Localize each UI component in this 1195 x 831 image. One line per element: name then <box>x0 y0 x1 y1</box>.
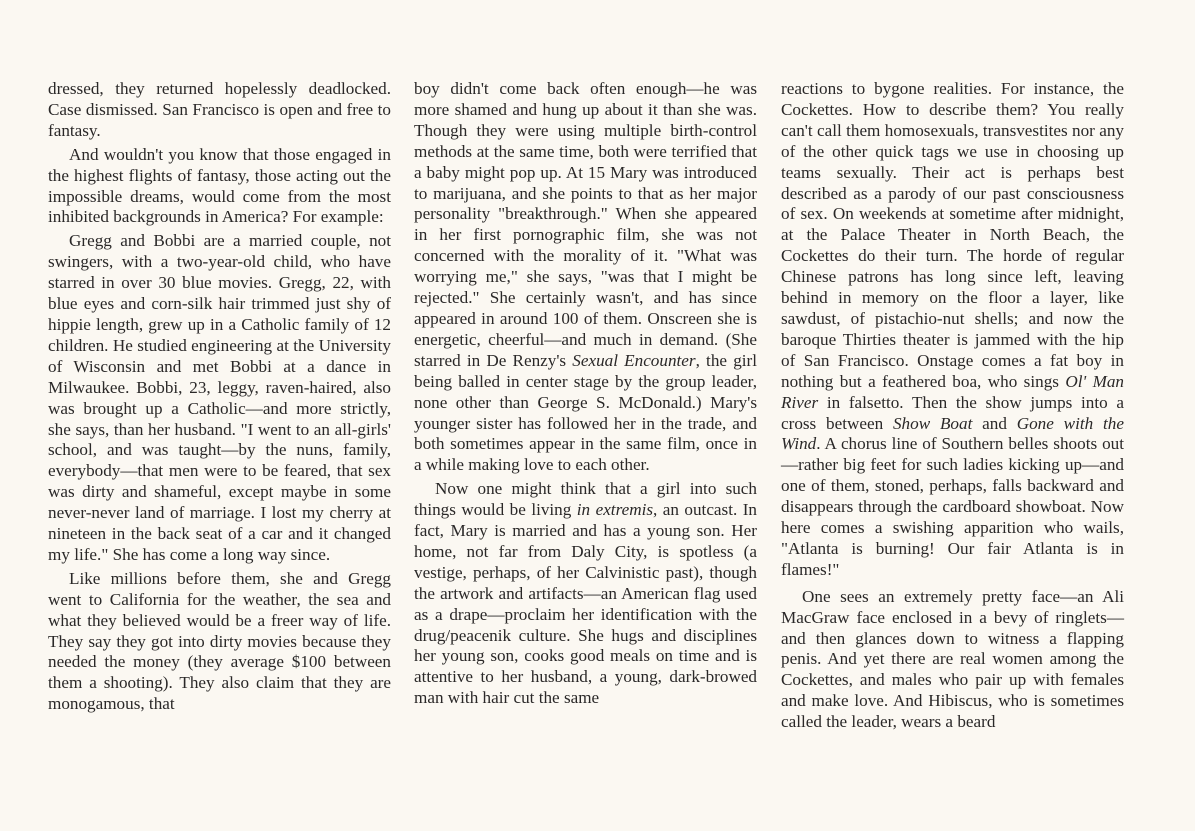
italic-title-text: Gone with the Wind <box>781 413 1124 454</box>
paragraph-text: Now one might think that a girl into such things would be living <box>414 479 757 520</box>
paragraph-text: , an outcast. In fact, Mary is married and has a young son. Her home, not far from Daly City, is spotless (a vestige, perhaps, of her Calvinistic past), though the artwork and artifacts—an American flag used as a drape—proclaim her identification with the drug/peacenik culture. She hugs and disciplines her young son, cooks good meals on time and is attentive to her husband, a young, dark-browed man with hair cut the same <box>414 500 757 708</box>
paragraph-text: dressed, they returned hopelessly deadlocked. Case dismissed. San Francisco is open and free to fantasy. <box>48 79 391 140</box>
article-paragraph <box>781 79 1124 581</box>
italic-title-text: Sexual Encounter <box>572 350 696 370</box>
article-paragraph <box>48 79 391 142</box>
article-paragraph <box>48 231 391 566</box>
paragraph-text: , the girl being balled in center stage by the group leader, none other than George S. McDonald.) Mary's younger sister has followed her in the trade, and both sometimes appear in the same film, once in a while making love to each other. <box>414 350 757 475</box>
paragraph-text: reactions to bygone realities. For instance, the Cockettes. How to describe them? You really can't call them homosexuals, transvestites nor any of the other quick tags we use in choosing up teams sexually. Their act is perhaps best described as a parody of our past consciousness of sex. On weekends at sometime after midnight, at the Palace Theater in North Beach, the Cockettes do their turn. The horde of regular Chinese patrons has long since left, leaving behind in memory on the floor a layer, like sawdust, of pistachio-nut shells; and now the baroque Thirties theater is jammed with the hip of San Francisco. Onstage comes a fat boy in nothing but a feathered boa, who sings <box>781 79 1124 391</box>
article-paragraph <box>48 145 391 229</box>
text-column-left <box>48 79 391 715</box>
text-column-right <box>781 79 1124 733</box>
italic-title-text: Show Boat <box>892 413 973 433</box>
paragraph-text: boy didn't come back often enough—he was more shamed and hung up about it than she was. Though they were using multiple birth-control methods at the same time, both were terrified that a baby might pop up. At 15 Mary was introduced to marijuana, and she points to that as her major personality "breakthrough." When she appeared in her first pornographic film, she was not concerned with the morality of it. "What was worrying me," she says, "was that I might be rejected." She certainly wasn't, and has since appeared in around 100 of them. Onscreen she is energetic, cheerful—and much in demand. (She starred in De Renzy's <box>414 79 757 370</box>
paragraph-text: . A chorus line of Southern belles shoots out—rather big feet for such ladies kicking up—and one of them, stoned, perhaps, falls backward and disappears through the cardboard showboat. Now here comes a swishing apparition who wails, "Atlanta is burning! Our fair Atlanta is in flames!" <box>781 434 1124 579</box>
paragraph-text: Like millions before them, she and Gregg went to California for the weather, the sea and what they believed would be a freer way of life. They say they got into dirty movies because they needed the money (they average $100 between them a shooting). They also claim that they are monogamous, that <box>48 568 391 714</box>
paragraph-text: in falsetto. Then the show jumps into a cross between <box>781 392 1124 433</box>
article-paragraph <box>781 587 1124 733</box>
italic-title-text: Ol' Man River <box>781 371 1125 412</box>
italic-title-text: in extremis <box>576 500 654 520</box>
paragraph-text: And wouldn't you know that those engaged in the highest flights of fantasy, those acting out the impossible dreams, would come from the most inhibited backgrounds in America? For example: <box>48 144 391 227</box>
article-paragraph <box>414 79 757 476</box>
text-column-middle <box>414 79 757 709</box>
paragraph-text: Gregg and Bobbi are a married couple, not swingers, with a two-year-old child, who have starred in over 30 blue movies. Gregg, 22, with blue eyes and corn-silk hair trimmed just shy of hippie length, grew up in a Catholic family of 12 children. He studied engineering at the University of Wisconsin and met Bobbi at a dance in Milwaukee. Bobbi, 23, leggy, raven-haired, also was brought up a Catholic—and more strictly, she says, than her husband. "I went to an all-girls' school, and was taught—by the nuns, family, everybody—that men were to be feared, that sex was dirty and shameful, except maybe in some never-never land of marriage. I lost my cherry at nineteen in the back seat of a car and it changed my life." She has come a long way since. <box>48 231 391 564</box>
paragraph-text: and <box>972 413 1017 433</box>
paragraph-text: One sees an extremely pretty face—an Ali MacGraw face enclosed in a bevy of ringlets—and then glances down to witness a flapping penis. And yet there are real women among the Cockettes, and males who pair up with females and make love. And Hibiscus, who is sometimes called the leader, wears a beard <box>781 586 1124 732</box>
article-paragraph <box>414 479 757 709</box>
article-paragraph <box>48 569 391 715</box>
